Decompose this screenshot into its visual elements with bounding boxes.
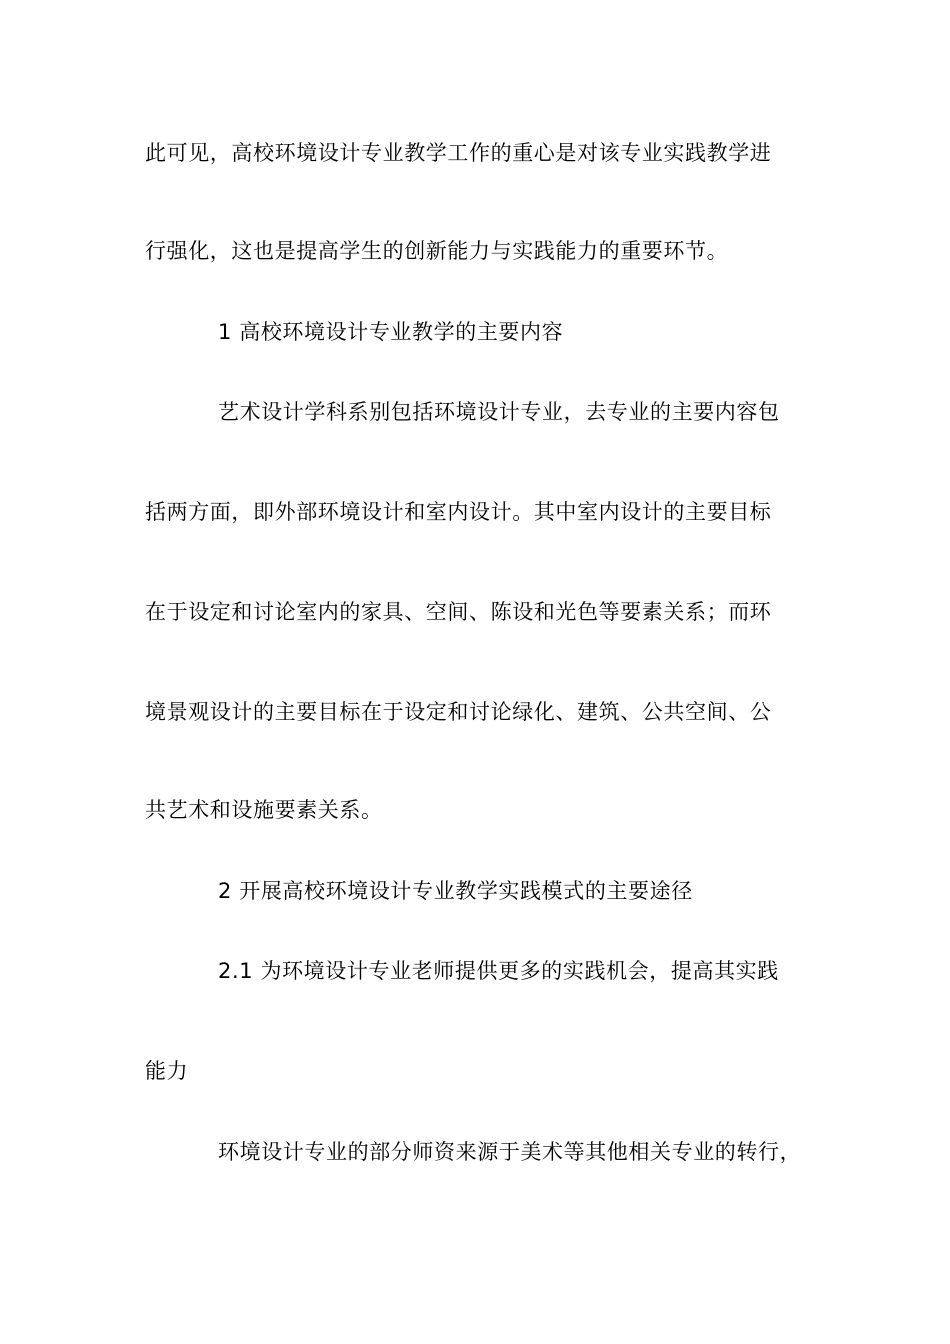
body-text-line: 行强化，这也是提高学生的创新能力与实践能力的重要环节。	[145, 239, 729, 263]
body-text-line: 此可见，高校环境设计专业教学工作的重心是对该专业实践教学进	[145, 141, 772, 165]
section-heading: 1 高校环境设计专业教学的主要内容	[218, 320, 564, 344]
body-text-line: 在于设定和讨论室内的家具、空间、陈设和光色等要素关系；而环	[145, 600, 772, 624]
body-text-line: 括两方面，即外部环境设计和室内设计。其中室内设计的主要目标	[145, 500, 772, 524]
subsection-heading-continuation: 能力	[145, 1059, 189, 1083]
body-text-line: 共艺术和设施要素关系。	[145, 798, 383, 822]
body-text-line: 环境设计专业的部分师资来源于美术等其他相关专业的转行，	[218, 1140, 802, 1164]
subsection-heading: 2.1 为环境设计专业老师提供更多的实践机会，提高其实践	[218, 959, 779, 983]
body-text-line: 艺术设计学科系别包括环境设计专业，去专业的主要内容包	[218, 400, 780, 424]
section-heading: 2 开展高校环境设计专业教学实践模式的主要途径	[218, 879, 693, 903]
body-text-line: 境景观设计的主要目标在于设定和讨论绿化、建筑、公共空间、公	[145, 700, 772, 724]
